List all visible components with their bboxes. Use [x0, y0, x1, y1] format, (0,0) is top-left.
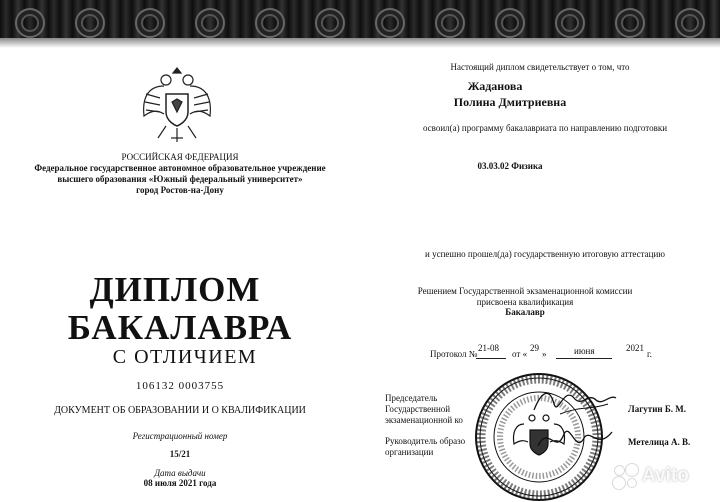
chair-title-2: Государственной: [385, 404, 451, 414]
watermark-text: Avito: [642, 465, 689, 486]
program-code: 03.03.02 Физика: [477, 161, 543, 171]
ornament-icon: [375, 8, 405, 38]
month-underline: [556, 358, 612, 359]
ornament-icon: [195, 8, 225, 38]
qualification: Бакалавр: [505, 307, 545, 317]
reg-number: 15/21: [169, 449, 191, 459]
diploma-title: ДИПЛОМ: [89, 270, 261, 309]
reg-number-label: Регистрационный номер: [132, 431, 228, 441]
protocol-year: 2021: [626, 343, 644, 353]
chair-name: Лагутин Б. М.: [628, 404, 687, 414]
avito-watermark: [612, 462, 710, 490]
diploma-level: БАКАЛАВРА: [67, 308, 293, 347]
institution-line-1: Федеральное государственное автономное образовательное учреждение: [34, 163, 326, 173]
graduate-surname: Жаданова: [467, 79, 523, 93]
protocol-month: июня: [574, 346, 595, 356]
ornament-icon: [495, 8, 525, 38]
decision-line-2: присвоена квалификация: [476, 297, 574, 307]
head-title-1: Руководитель образо: [385, 436, 466, 446]
head-name: Метелица А. В.: [628, 437, 691, 447]
diploma-honors: С ОТЛИЧИЕМ: [112, 346, 258, 368]
ornament-icon: [555, 8, 585, 38]
chair-title-1: Председатель: [385, 393, 438, 403]
decorative-border: [0, 0, 720, 48]
coat-of-arms-icon: [138, 64, 216, 146]
ornament-icon: [315, 8, 345, 38]
ornament-icon: [75, 8, 105, 38]
chair-signature: [530, 380, 620, 420]
chair-title-3: экзаменационной ко: [385, 415, 463, 425]
serial-number: 106132 0003755: [135, 380, 225, 392]
protocol-underline: [476, 358, 506, 359]
city-label: город Ростов-на-Дону: [136, 185, 224, 195]
document-type: ДОКУМЕНТ ОБ ОБРАЗОВАНИИ И О КВАЛИФИКАЦИИ: [54, 405, 306, 416]
protocol-label: Протокол №: [430, 349, 478, 359]
protocol-number: 21-08: [478, 343, 499, 353]
ornament-icon: [15, 8, 45, 38]
graduate-given-names: Полина Дмитриевна: [453, 95, 567, 109]
ornament-icon: [675, 8, 705, 38]
avito-logo-icon: [612, 463, 638, 489]
program-line: освоил(а) программу бакалавриата по направлению подготовки: [422, 123, 668, 133]
ornament-icon: [255, 8, 285, 38]
ornament-icon: [435, 8, 465, 38]
issue-date-label: Дата выдачи: [154, 468, 206, 478]
head-title-2: организации: [385, 447, 434, 457]
year-suffix: г.: [647, 349, 652, 359]
institution-line-2: высшего образования «Южный федеральный университет»: [57, 174, 303, 184]
decision-line-1: Решением Государственной экзаменационной комиссии: [417, 286, 633, 296]
date-close-quote: »: [542, 349, 547, 359]
federation-label: РОССИЙСКАЯ ФЕДЕРАЦИЯ: [121, 152, 239, 162]
ornament-icon: [135, 8, 165, 38]
certifies-text: Настоящий диплом свидетельствует о том, что: [450, 62, 630, 72]
issue-date: 08 июля 2021 года: [143, 478, 217, 488]
date-from-label: от «: [512, 349, 528, 359]
head-signature: [532, 420, 618, 460]
ornament-icon: [615, 8, 645, 38]
attestation-text: и успешно прошел(да) государственную итоговую аттестацию: [425, 249, 665, 259]
protocol-day: 29: [530, 343, 539, 353]
